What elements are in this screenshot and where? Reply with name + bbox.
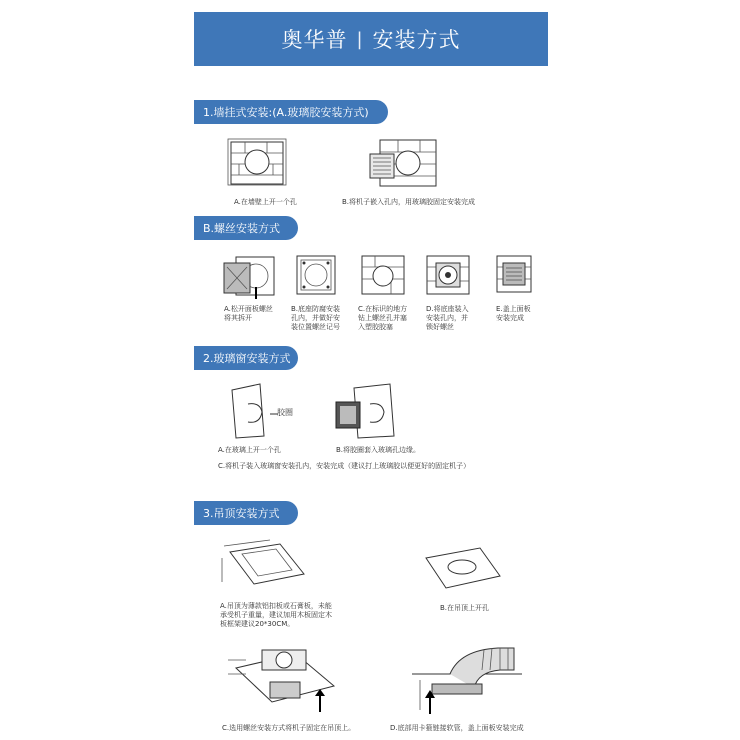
section-title-text: 3.吊顶安装方式 bbox=[203, 507, 280, 520]
step-caption bbox=[496, 305, 531, 323]
caption-line: D.将底座装入 bbox=[426, 305, 469, 313]
brand-name: 奥华普 bbox=[281, 28, 348, 52]
caption-line: 锁好螺丝 bbox=[426, 323, 454, 331]
caption-line: A.吊顶为薄款铝扣板或石膏板，未能 bbox=[220, 602, 332, 610]
section-title-text: 1.墙挂式安装:(A.玻璃胶安装方式) bbox=[203, 106, 369, 119]
step-caption bbox=[426, 305, 469, 332]
caption-line: 孔内，并做好安 bbox=[291, 314, 340, 322]
caption-line: 入塑胶胶塞 bbox=[358, 323, 393, 331]
ceiling-frame-illustration bbox=[220, 538, 310, 590]
glass-gasket-illustration bbox=[332, 382, 418, 440]
caption-line: 将其拆开 bbox=[224, 314, 252, 322]
duct-connect-illustration bbox=[410, 644, 534, 718]
page-title: 安装方式 bbox=[372, 28, 461, 52]
step-caption: D.底部用卡箍链接软管，盖上面板安装完成 bbox=[390, 724, 524, 732]
step-caption: C.选用螺丝安装方式将机子固定在吊顶上。 bbox=[222, 724, 356, 732]
caption-line: 钻上螺丝孔并塞 bbox=[358, 314, 407, 322]
base-install-illustration bbox=[426, 255, 470, 295]
step-caption bbox=[224, 305, 273, 323]
section-glass-window-title bbox=[194, 346, 298, 370]
base-mark-illustration bbox=[296, 255, 336, 295]
section-title-text: B.螺丝安装方式 bbox=[203, 222, 281, 235]
wall-hole-illustration bbox=[227, 138, 287, 186]
ceiling-screw-install-illustration bbox=[226, 646, 340, 716]
gasket-label: 胶圈 bbox=[277, 408, 293, 417]
section-wall-glue-title bbox=[194, 100, 388, 124]
wall-fan-mount-illustration bbox=[368, 138, 438, 192]
caption-line: E.盖上面板 bbox=[496, 305, 531, 313]
caption-line: 装位置螺丝记号 bbox=[291, 323, 340, 331]
step-caption: C.将机子装入玻璃窗安装孔内，安装完成（建议打上玻璃胶以便更好的固定机子） bbox=[218, 462, 471, 470]
caption-line: 安装孔内，并 bbox=[426, 314, 468, 322]
section-screw-title bbox=[194, 216, 298, 240]
section-ceiling-title bbox=[194, 501, 298, 525]
caption-line: 承受机子重量，建议加用木板固定木 bbox=[220, 611, 332, 619]
step-caption: A.在墙壁上开一个孔 bbox=[234, 198, 297, 206]
ceiling-hole-illustration bbox=[422, 546, 502, 590]
title-separator: | bbox=[356, 28, 364, 50]
step-caption bbox=[291, 305, 340, 332]
section-title-text: 2.玻璃窗安装方式 bbox=[203, 352, 291, 365]
page-title-banner bbox=[194, 12, 548, 66]
step-caption: B.将机子嵌入孔内，用玻璃胶固定安装完成 bbox=[342, 198, 476, 206]
step-caption bbox=[220, 602, 332, 629]
step-caption bbox=[358, 305, 407, 332]
step-caption: B.将胶圈套入玻璃孔边缘。 bbox=[336, 446, 421, 454]
step-caption: B.在吊顶上开孔 bbox=[440, 604, 490, 612]
drill-holes-illustration bbox=[361, 255, 405, 295]
step-caption: A.在玻璃上开一个孔 bbox=[218, 446, 281, 454]
remove-panel-illustration bbox=[222, 255, 276, 301]
cover-panel-illustration bbox=[496, 255, 532, 295]
caption-line: B.底座防腐安装 bbox=[291, 305, 341, 313]
caption-line: 安装完成 bbox=[496, 314, 524, 322]
caption-line: 板框架建议20*30CM。 bbox=[220, 620, 295, 628]
caption-line: C.在标识的地方 bbox=[358, 305, 408, 313]
caption-line: A.松开面板螺丝 bbox=[224, 305, 273, 313]
